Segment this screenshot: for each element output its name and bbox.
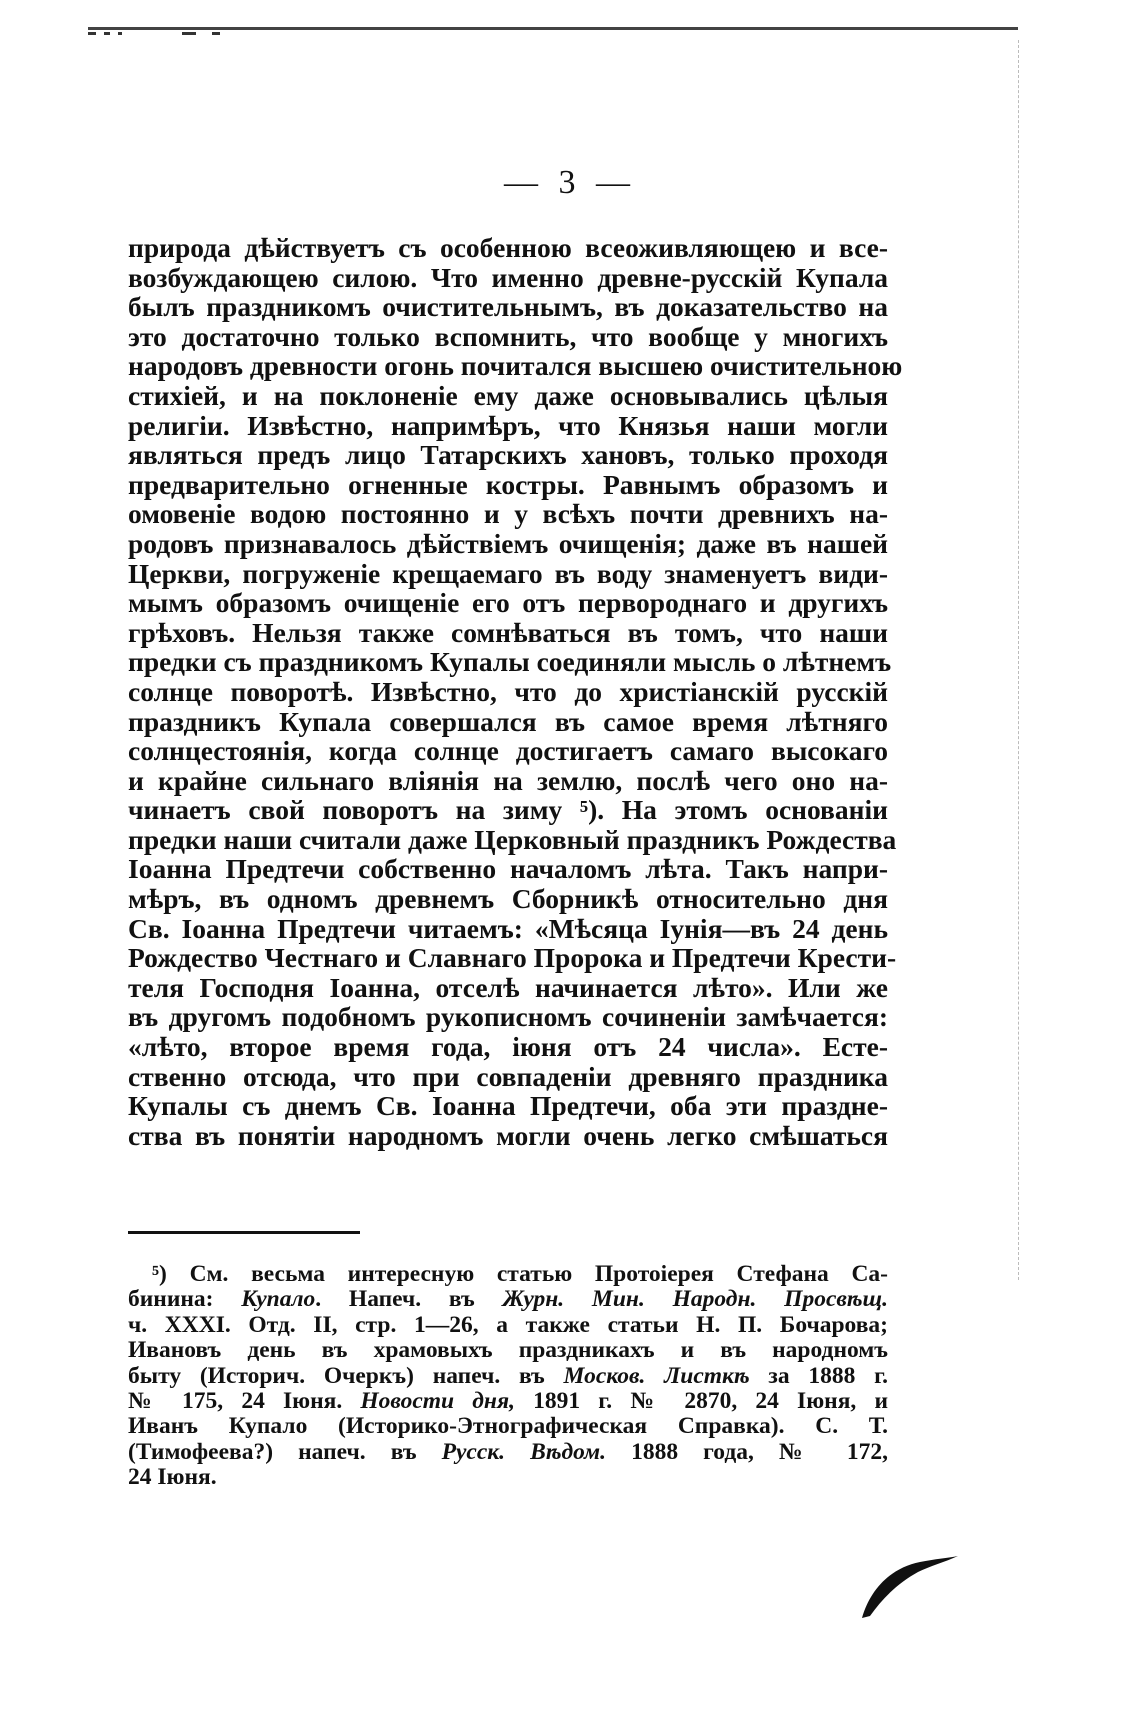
footnote-text: бинина: (128, 1286, 242, 1313)
body-text-line: мѣръ, въ одномъ древнемъ Сборникѣ относительно дня (128, 883, 888, 915)
body-text-line: ственно отсюда, что при совпаденіи древняго праздника (128, 1060, 888, 1092)
body-text-line: омовеніе водою постоянно и у всѣхъ почти древнихъ на- (128, 498, 888, 530)
body-text (128, 232, 903, 1151)
page-number: — 3 — (504, 164, 636, 201)
footnote-text: . Напеч. въ (315, 1286, 503, 1313)
footnote-line (128, 1440, 888, 1465)
body-text-line: предварительно огненные костры. Равнымъ образомъ и (128, 468, 888, 500)
footnote-text: (Тимофеева?) напеч. въ (128, 1438, 442, 1465)
ink-blot-shape (862, 1556, 958, 1618)
footnote-text: 1888 года, № 172, (605, 1438, 888, 1465)
body-text-line: Іоанна Предтечи собственно началомъ лѣта. Такъ напри- (128, 853, 888, 885)
body-text-line: предки съ праздникомъ Купалы соединяли мысль о лѣтнемъ (128, 646, 892, 678)
right-margin-edge (1018, 40, 1020, 1280)
footnote-line: Ивановъ день въ храмовыхъ праздникахъ и въ народномъ (128, 1337, 888, 1364)
body-text-line: народовъ древности огонь почитался высшею очистительною (128, 350, 903, 382)
body-text-line: былъ праздникомъ очистительнымъ, въ доказательство на (128, 291, 888, 323)
footnote-text: № 175, 24 Іюня. (128, 1387, 361, 1414)
body-text-line: предки наши считали даже Церковный праздникъ Рождества (128, 823, 897, 855)
body-text-line: грѣховъ. Нельзя также сомнѣваться въ томъ, что наши (128, 616, 888, 648)
body-text-line: чинаетъ свой поворотъ на зиму ⁵). На этомъ основаніи (128, 794, 888, 826)
body-text-line: возбуждающею силою. Что именно древне-русскій Купала (128, 261, 888, 293)
body-text-line: это достаточно только вспомнить, что вообще у многихъ (128, 320, 888, 352)
body-text-line: праздникъ Купала совершался въ самое время лѣтняго (128, 705, 888, 737)
top-rule-fragment (88, 32, 96, 35)
footnote-line: Иванъ Купало (Историко-Этнографическая Справка). С. Т. (128, 1413, 888, 1440)
body-text-line: родовъ признавалось дѣйствіемъ очищенія; даже въ нашей (128, 527, 888, 559)
body-text-line: религіи. Извѣстно, напримѣръ, что Князья наши могли (128, 409, 888, 441)
footnote-line: 24 Іюня. (128, 1464, 217, 1491)
body-text-line: Св. Іоанна Предтечи читаемъ: «Мѣсяца Іунія—въ 24 день (128, 912, 888, 944)
footnote-rule (128, 1231, 360, 1234)
footnotes (128, 1262, 888, 1491)
footnote-marker: ⁵) (152, 1261, 167, 1287)
footnote-italic: Купало (241, 1286, 316, 1313)
body-text-line: въ другомъ подобномъ рукописномъ сочиненіи замѣчается: (128, 1001, 888, 1033)
ink-blot-mark (860, 1540, 960, 1620)
footnote-line (128, 1262, 888, 1287)
body-text-line: солнце поворотѣ. Извѣстно, что до христіанскій русскій (128, 675, 888, 707)
body-text-line: солнцестоянія, когда солнце достигаетъ самаго высокаго (128, 735, 888, 767)
footnote-italic: Русск. Вѣдом. (441, 1438, 606, 1465)
body-text-line: мымъ образомъ очищеніе его отъ первороднаго и другихъ (128, 587, 888, 619)
footnote-line: ч. XXXI. Отд. II, стр. 1—26, а также статьи Н. П. Бочарова; (128, 1311, 888, 1338)
body-text-line: являться предъ лицо Татарскихъ хановъ, только проходя (128, 439, 888, 471)
top-rule (88, 27, 1018, 36)
footnote-text: за 1888 г. (749, 1362, 888, 1389)
footnote-text: См. весьма интересную статью Протоіерея Стефана Са- (166, 1261, 888, 1287)
footnote-text: 1891 г. № 2870, 24 Іюня, и (514, 1387, 888, 1414)
top-rule-fragment (104, 32, 110, 35)
footnote-italic: Новости дня, (360, 1387, 515, 1414)
body-text-line: Рождество Честнаго и Славнаго Пророка и Предтечи Крести- (128, 942, 897, 974)
body-text-line: Купалы съ днемъ Св. Іоанна Предтечи, оба эти праздне- (128, 1090, 888, 1122)
footnote-italic: Москов. Листкѣ (563, 1362, 750, 1389)
body-text-line: и крайне сильнаго вліянія на землю, послѣ чего оно на- (128, 764, 888, 796)
footnote-line (128, 1364, 888, 1389)
top-rule-fragment (182, 32, 196, 35)
body-text-line: «лѣто, второе время года, іюня отъ 24 числа». Есте- (128, 1031, 888, 1063)
body-text-line: теля Господня Іоанна, отселѣ начинается лѣто». Или же (128, 971, 888, 1003)
top-rule-fragment (212, 32, 220, 35)
body-text-line: природа дѣйствуетъ съ особенною всеоживляющею и все- (128, 232, 888, 263)
body-text-line: Церкви, погруженіе крещаемаго въ воду знаменуетъ види- (128, 557, 888, 589)
footnote-line (128, 1389, 888, 1414)
body-text-line: ства въ понятіи народномъ могли очень легко смѣшаться (128, 1119, 888, 1151)
top-rule-fragment (118, 32, 122, 35)
footnote-line (128, 1287, 888, 1312)
body-text-line: стихіей, и на поклоненіе ему даже основывались цѣлыя (128, 379, 888, 411)
footnote-italic: Журн. Мин. Народн. Просвѣщ. (502, 1286, 888, 1313)
footnote-text: быту (Историч. Очеркъ) напеч. въ (128, 1362, 564, 1389)
